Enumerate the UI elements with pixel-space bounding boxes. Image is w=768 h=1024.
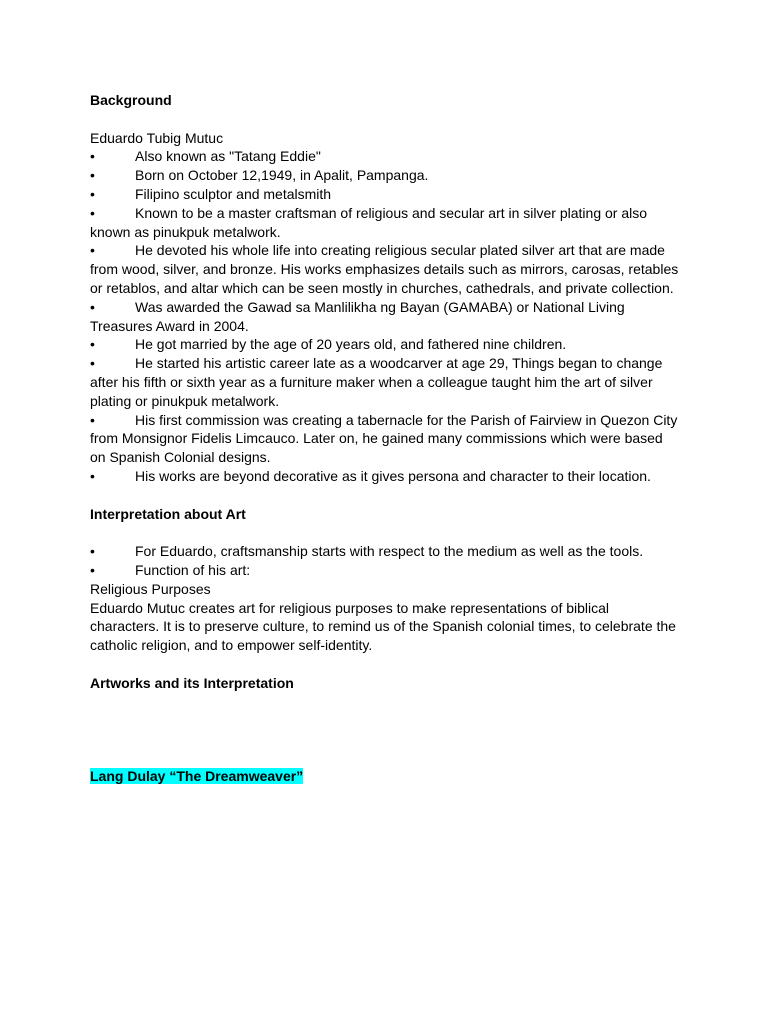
bullet-icon: • [90,411,95,428]
bullet-icon: • [90,148,95,165]
bullet-icon: • [90,355,95,372]
list-item: • His works are beyond decorative as it gives persona and character to their location. [90,467,651,484]
subheading-religious-purposes: Religious Purposes [90,580,211,597]
artwork-title-line [90,767,682,786]
interpretation-paragraph: Eduardo Mutuc creates art for religious purposes to make representations of biblical characters. It is to preserve culture, to remind us of the Spanish colonial times, to celebrate the catholic religion, and to empower self-identity. [90,599,676,654]
list-item: • Function of his art: [90,561,251,578]
bullet-icon: • [90,561,95,578]
bullet-icon: • [90,298,95,315]
document-page [90,91,682,786]
list-item: • He got married by the age of 20 years old, and fathered nine children. [90,336,567,353]
highlighted-artwork-title: Lang Dulay “The Dreamweaver” [90,768,304,785]
bullet-icon: • [90,467,95,484]
bullet-icon: • [90,336,95,353]
list-item: • Filipino sculptor and metalsmith [90,185,332,202]
section-heading-artworks: Artworks and its Interpretation [90,674,294,691]
list-item: • His first commission was creating a tabernacle for the Parish of Fairview in Quezon City from Monsignor Fidelis Limcauco. Later on, he gained many commissions which were based on Spanish Colonial designs. [90,411,678,466]
list-item: • He started his artistic career late as a woodcarver at age 29, Things began to change after his fifth or sixth year as a furniture maker when a colleague taught him the art of silver plating or pinukpuk metalwork. [90,355,663,409]
list-item: • For Eduardo, craftsmanship starts with respect to the medium as well as the tools. [90,543,644,560]
bullet-icon: • [90,185,95,202]
list-item: • Born on October 12,1949, in Apalit, Pampanga. [90,167,429,184]
section-heading-background: Background [90,92,172,108]
list-item: • He devoted his whole life into creating religious secular plated silver art that are made from wood, silver, and bronze. His works emphasizes details such as mirrors, carosas, retables or retablos, and altar which can be seen mostly in churches, cathedrals, and private collection. [90,242,679,296]
section-heading-interpretation: Interpretation about Art [90,505,246,522]
list-item: • Known to be a master craftsman of religious and secular art in silver plating or also known as pinukpuk metalwork. [90,204,648,240]
bullet-icon: • [90,242,95,259]
bullet-icon: • [90,204,95,221]
list-item: • Was awarded the Gawad sa Manlilikha ng Bayan (GAMABA) or National Living Treasures Award in 2004. [90,298,625,334]
subject-name: Eduardo Tubig Mutuc [90,129,224,146]
bullet-icon: • [90,543,95,560]
list-item: • Also known as "Tatang Eddie" [90,148,321,165]
bullet-icon: • [90,167,95,184]
